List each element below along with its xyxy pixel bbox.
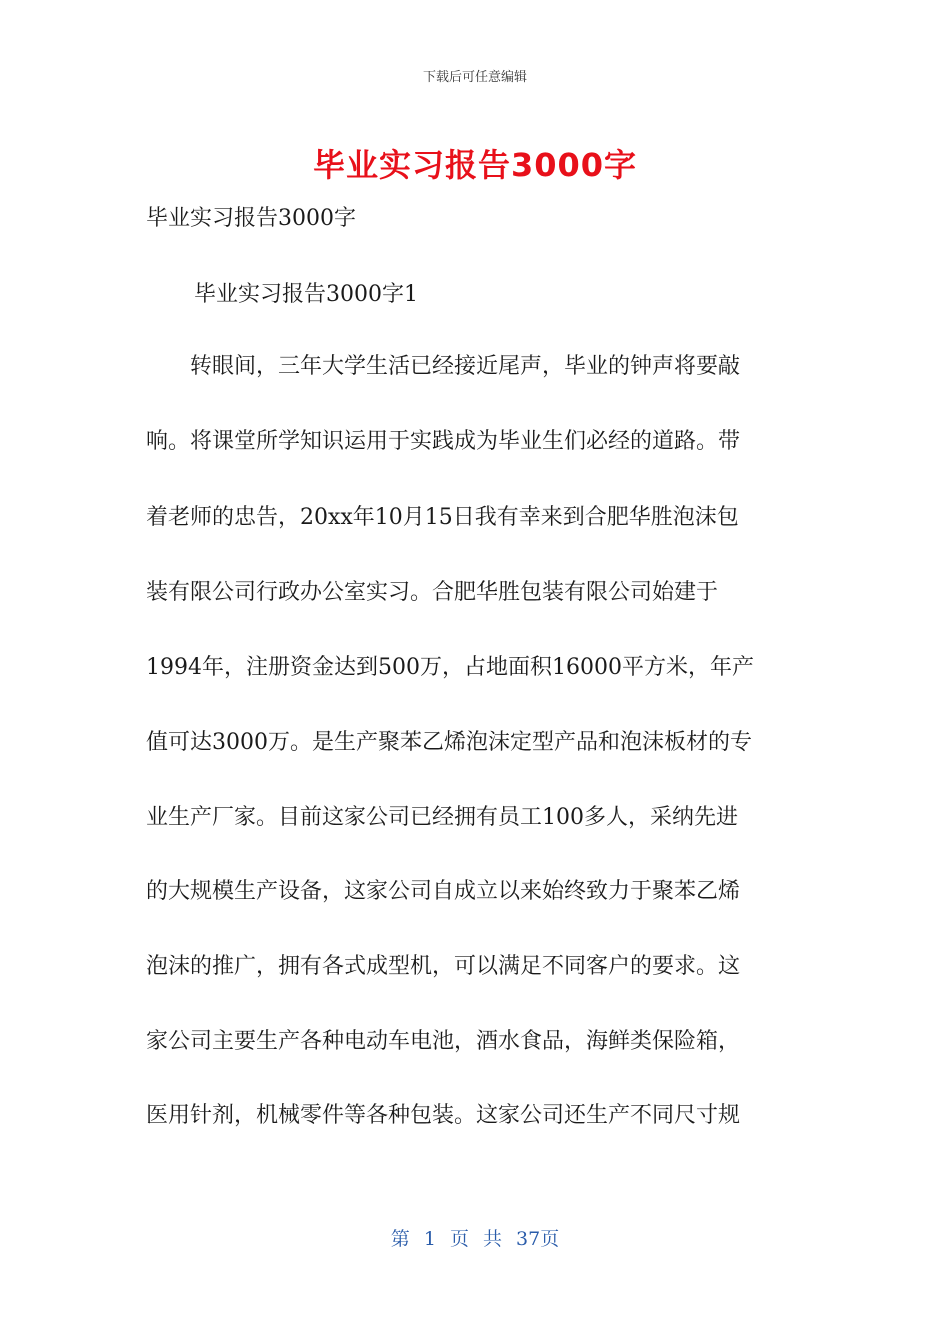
- paragraph-line: 家公司主要生产各种电动车电池，酒水食品，海鲜类保险箱，: [146, 1029, 741, 1054]
- paragraph-line: 医用针剂，机械零件等各种包装。这家公司还生产不同尺寸规: [146, 1103, 741, 1128]
- paragraph-line: 泡沫的推广，拥有各式成型机，可以满足不同客户的要求。这: [146, 954, 741, 979]
- paragraph-line: 装有限公司行政办公室实习。合肥华胜包装有限公司始建于: [146, 580, 719, 605]
- paragraph-line: 着老师的忠告，20xx年10月15日我有幸来到合肥华胜泡沫包: [146, 505, 739, 530]
- paragraph-line: 1994年，注册资金达到500万，占地面积16000平方米，年产: [146, 655, 754, 680]
- paragraph-line: 的大规模生产设备，这家公司自成立以来始终致力于聚苯乙烯: [146, 879, 741, 904]
- page-number-footer: 第 1 页 共 37页: [390, 1228, 560, 1250]
- paragraph-line: 转眼间，三年大学生活已经接近尾声，毕业的钟声将要敲: [146, 354, 741, 379]
- section-heading: 毕业实习报告3000字1: [194, 282, 418, 307]
- paragraph-line: 响。将课堂所学知识运用于实践成为毕业生们必经的道路。带: [146, 429, 741, 454]
- paragraph-line: 业生产厂家。目前这家公司已经拥有员工100多人，采纳先进: [146, 805, 738, 830]
- document-title: 毕业实习报告3000字: [312, 146, 638, 184]
- paragraph-line: 值可达3000万。是生产聚苯乙烯泡沫定型产品和泡沫板材的专: [146, 730, 752, 755]
- header-note: 下载后可任意编辑: [422, 70, 527, 85]
- document-subtitle: 毕业实习报告3000字: [146, 206, 356, 231]
